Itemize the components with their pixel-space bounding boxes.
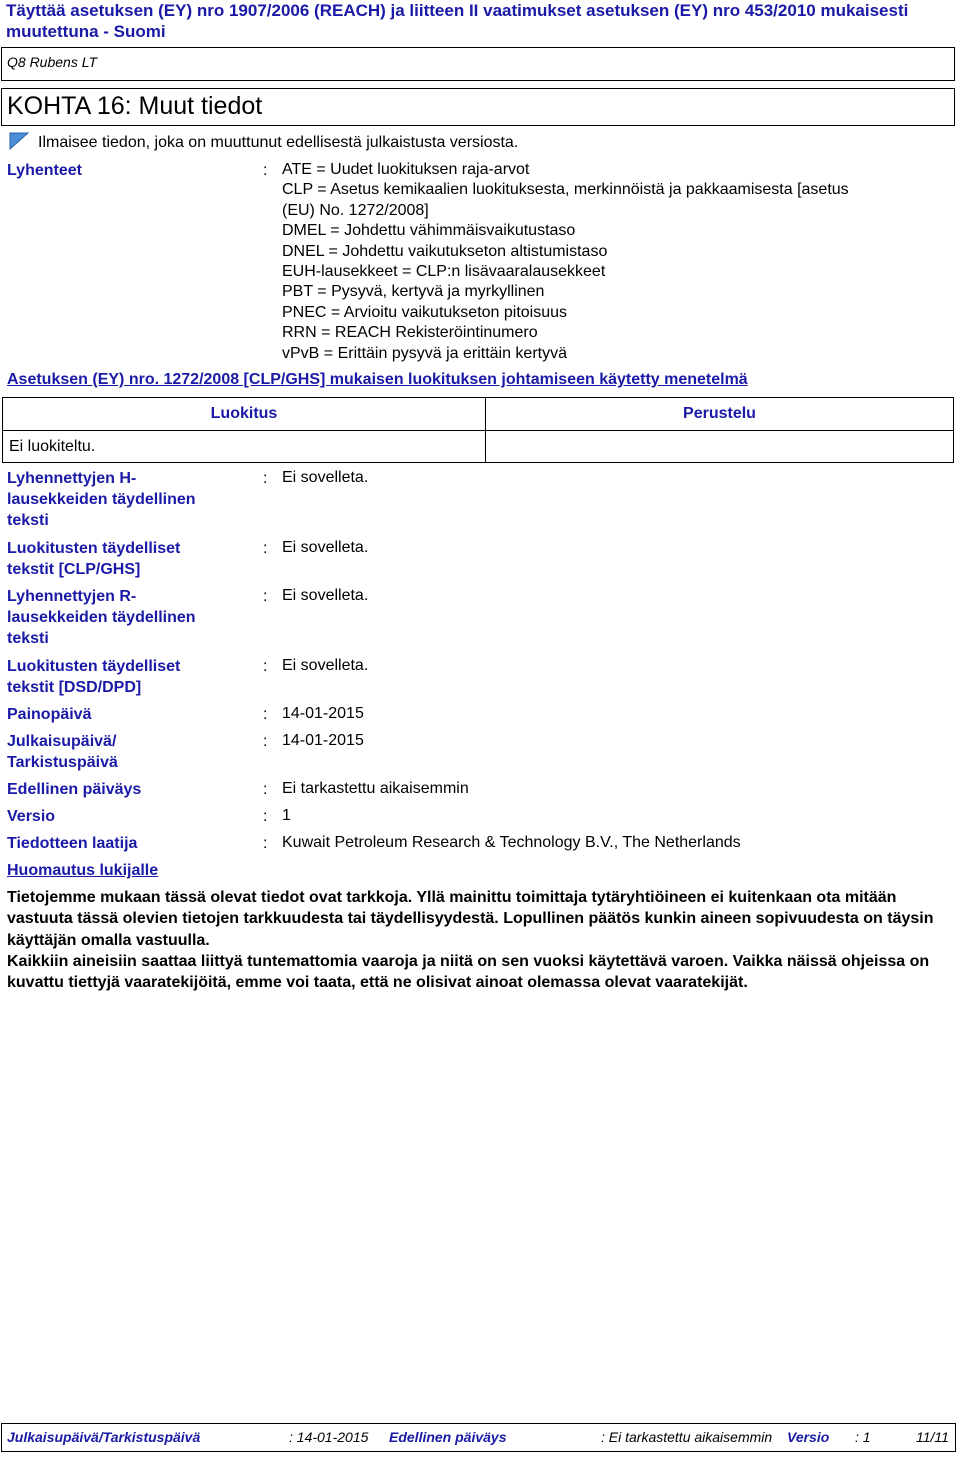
footer-version-value: : 1 [855, 1429, 871, 1445]
field-colon: : [263, 808, 268, 825]
field-value-clp-texts: Ei sovelleta. [282, 539, 369, 556]
change-flag-icon [9, 132, 29, 150]
classification-method-heading: Asetuksen (EY) nro. 1272/2008 [CLP/GHS] mukaisen luokituksen johtamiseen käytetty menetelmä [7, 371, 748, 388]
field-value-print-date: 14-01-2015 [282, 705, 364, 722]
footer-issue-value: : 14-01-2015 [289, 1429, 369, 1445]
abbreviations-colon: : [263, 162, 268, 179]
notice-paragraph: Tietojemme mukaan tässä olevat tiedot ovat tarkkoja. Yllä mainittu toimittaja tytäryhtiöineen ei kuitenkaan ota mitään vastuuta tässä olevien tietojen tarkkuudesta tai täydellisyydestä. Lopullinen päätös kunkin aineen sopivuudesta on täysin käyttäjän omalla vastuulla. [7, 889, 934, 949]
change-note: Ilmaisee tiedon, joka on muuttunut edellisestä julkaistusta versiosta. [38, 134, 519, 151]
footer-previous-label: Edellinen päiväys [389, 1429, 507, 1445]
field-value-dsd-texts: Ei sovelleta. [282, 657, 369, 674]
classification-cell: Ei luokiteltu. [3, 431, 486, 463]
abbreviation-line: DNEL = Johdettu vaikutukseton altistumistaso [282, 242, 608, 260]
field-label-dsd-texts: Luokitusten täydelliset tekstit [DSD/DPD] [7, 658, 181, 696]
field-value-author: Kuwait Petroleum Research & Technology B.V., The Netherlands [282, 834, 741, 851]
field-label-h-phrases: Lyhennettyjen H- lausekkeiden täydellinen teksti [7, 470, 196, 529]
field-label-r-phrases: Lyhennettyjen R- lausekkeiden täydellinen teksti [7, 588, 196, 647]
field-label-version: Versio [7, 808, 56, 825]
field-colon: : [263, 835, 268, 852]
abbreviation-line: EUH-lausekkeet = CLP:n lisävaaralausekkeet [282, 263, 606, 281]
field-label-print-date: Painopäivä [7, 706, 92, 723]
abbreviations-list [282, 160, 942, 364]
abbreviation-line: CLP = Asetus kemikaalien luokituksesta, merkinnöistä ja pakkaamisesta [asetus [282, 181, 849, 199]
field-label-issue-date: Julkaisupäivä/ Tarkistuspäivä [7, 733, 118, 771]
footer-version-label: Versio [787, 1429, 830, 1445]
field-value-h-phrases: Ei sovelleta. [282, 469, 369, 486]
footer-previous-value: : Ei tarkastettu aikaisemmin [601, 1429, 773, 1445]
document-header: Täyttää asetuksen (EY) nro 1907/2006 (REACH) ja liitteen II vaatimukset asetuksen (EY) nro 453/2010 mukaisesti muutettuna - Suomi [6, 1, 909, 41]
field-value-issue-date: 14-01-2015 [282, 732, 364, 749]
abbreviation-line: DMEL = Johdettu vähimmäisvaikutustaso [282, 222, 576, 240]
field-colon: : [263, 470, 268, 487]
product-name: Q8 Rubens LT [7, 54, 98, 70]
field-colon: : [263, 658, 268, 675]
field-value-previous-date: Ei tarkastettu aikaisemmin [282, 780, 469, 797]
reason-cell [486, 431, 954, 463]
abbreviation-line: PBT = Pysyvä, kertyvä ja myrkyllinen [282, 283, 545, 301]
footer-issue-label: Julkaisupäivä/Tarkistuspäivä [7, 1429, 201, 1445]
abbreviation-line: RRN = REACH Rekisteröintinumero [282, 324, 538, 342]
column-header-classification: Luokitus [3, 398, 486, 431]
abbreviation-line: vPvB = Erittäin pysyvä ja erittäin kertyvä [282, 344, 567, 362]
notice-text [7, 887, 953, 993]
field-label-author: Tiedotteen laatija [7, 835, 138, 852]
notice-label: Huomautus lukijalle [7, 862, 159, 879]
classification-table [2, 397, 954, 463]
field-label-clp-texts: Luokitusten täydelliset tekstit [CLP/GHS] [7, 540, 181, 578]
product-name-box [1, 47, 955, 81]
section-title: KOHTA 16: Muut tiedot [7, 92, 263, 120]
footer-page-number: 11/11 [916, 1429, 949, 1445]
field-value-r-phrases: Ei sovelleta. [282, 587, 369, 604]
abbreviation-line: ATE = Uudet luokituksen raja-arvot [282, 161, 530, 178]
field-colon: : [263, 588, 268, 605]
field-colon: : [263, 781, 268, 798]
field-colon: : [263, 540, 268, 557]
field-label-previous-date: Edellinen päiväys [7, 781, 142, 798]
abbreviation-line: (EU) No. 1272/2008] [282, 201, 429, 219]
abbreviation-line: PNEC = Arvioitu vaikutukseton pitoisuus [282, 303, 568, 321]
field-value-version: 1 [282, 807, 291, 824]
column-header-reason: Perustelu [486, 398, 954, 431]
field-colon: : [263, 706, 268, 723]
field-colon: : [263, 733, 268, 750]
abbreviations-label: Lyhenteet [7, 162, 82, 179]
notice-paragraph: Kaikkiin aineisiin saattaa liittyä tuntemattomia vaaroja ja niitä on sen vuoksi käytettävä varoen. Vaikka näissä ohjeissa on kuvattu tiettyjä vaaratekijöitä, emme voi taata, että ne olisivat ainoat olemassa olevat vaaratekijät. [7, 952, 930, 992]
